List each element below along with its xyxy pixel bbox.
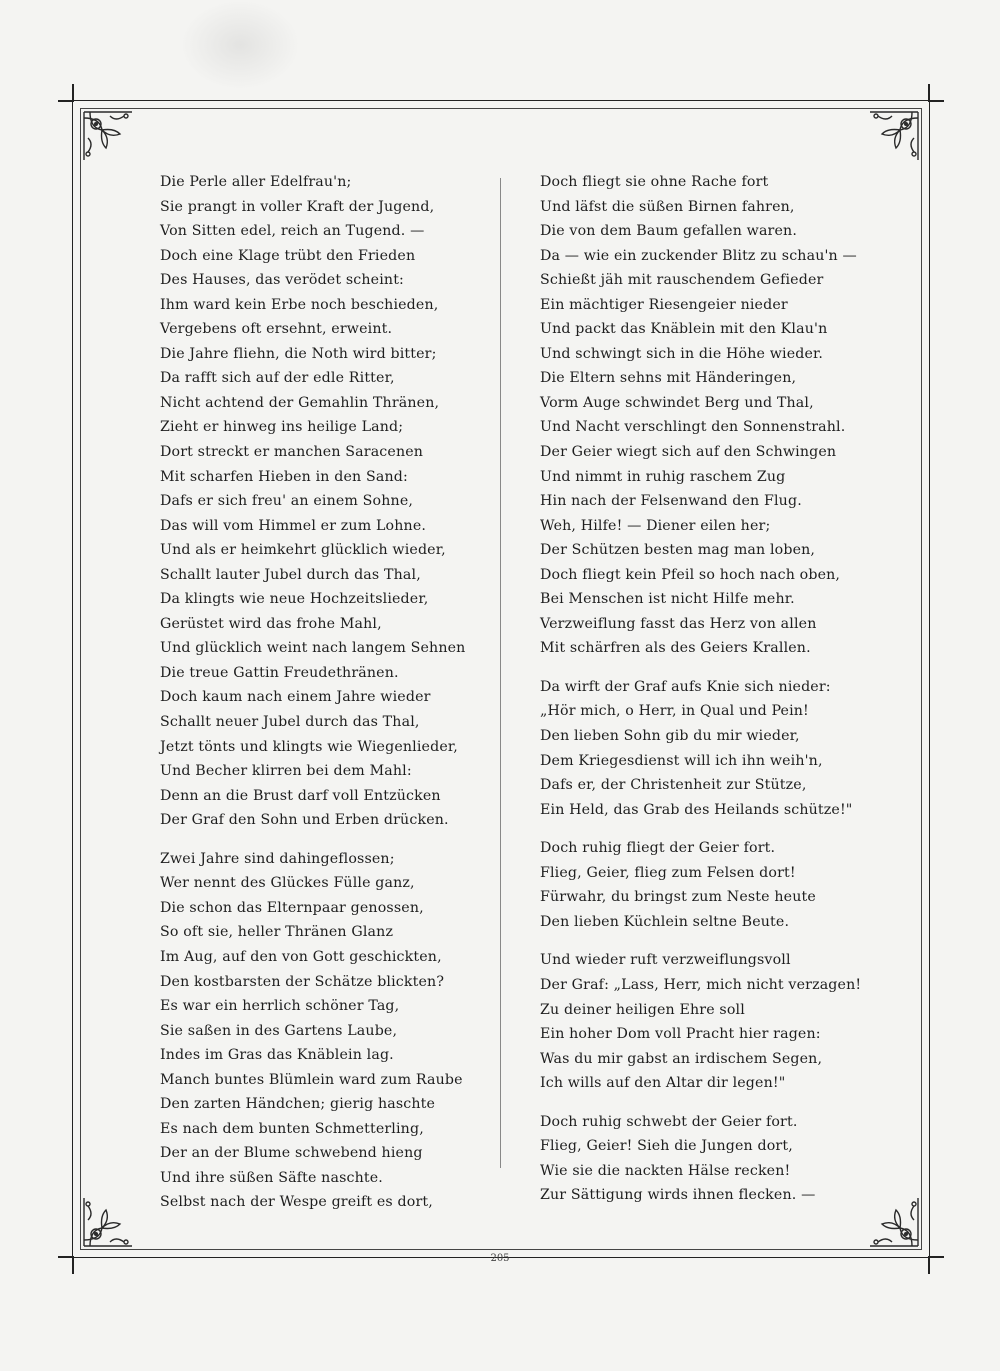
verse-line: Die von dem Baum gefallen waren. [540, 223, 797, 240]
verse-line: Dafs er, der Christenheit zur Stütze, [540, 777, 807, 794]
verse-line: Die treue Gattin Freudethränen. [160, 664, 399, 681]
stanza [160, 170, 480, 833]
stanza [540, 170, 870, 661]
verse-line: Dem Kriegesdienst will ich ihn weih'n, [540, 752, 823, 769]
verse-line: Ich wills auf den Altar dir legen!" [540, 1075, 786, 1092]
stanza [540, 836, 870, 934]
frame-tick-tr-h [928, 100, 944, 102]
verse-line: Weh, Hilfe! — Diener eilen her; [540, 517, 771, 534]
verse-line: Denn an die Brust darf voll Entzücken [160, 787, 441, 804]
verse-line: Nicht achtend der Gemahlin Thränen, [160, 394, 440, 411]
verse-line: Den kostbarsten der Schätze blickten? [160, 973, 445, 990]
verse-line: Da — wie ein zuckender Blitz zu schau'n — [540, 247, 857, 264]
ornamental-corner-icon [866, 108, 922, 164]
verse-line: Was du mir gabst an irdischem Segen, [540, 1050, 823, 1067]
stanza-gap [160, 833, 480, 847]
verse-line: Doch ruhig schwebt der Geier fort. [540, 1113, 798, 1130]
stanza [540, 948, 870, 1095]
verse-line: Es war ein herrlich schöner Tag, [160, 998, 400, 1015]
column-divider [500, 178, 501, 1168]
verse-line: Ihm ward kein Erbe noch beschieden, [160, 296, 439, 313]
verse-line: Doch ruhig fliegt der Geier fort. [540, 840, 776, 857]
ornamental-corner-icon [80, 108, 136, 164]
verse-line: So oft sie, heller Thränen Glanz [160, 924, 394, 941]
verse-line: Den lieben Sohn gib du mir wieder, [540, 728, 800, 745]
stanza [160, 847, 480, 1215]
verse-line: Und glücklich weint nach langem Sehnen [160, 640, 466, 657]
verse-line: Doch kaum nach einem Jahre wieder [160, 689, 431, 706]
verse-line: Mit schärfren als des Geiers Krallen. [540, 640, 811, 657]
verse-line: Doch eine Klage trübt den Frieden [160, 247, 416, 264]
verse-line: Zieht er hinweg ins heilige Land; [160, 419, 404, 436]
verse-line: Der Graf: „Lass, Herr, mich nicht verzagen! [540, 976, 862, 993]
verse-line: Und Nacht verschlingt den Sonnenstrahl. [540, 419, 846, 436]
verse-line: „Hör mich, o Herr, in Qual und Pein! [540, 703, 809, 720]
verse-line: Flieg, Geier, flieg zum Felsen dort! [540, 864, 796, 881]
verse-line: Es nach dem bunten Schmetterling, [160, 1120, 424, 1137]
verse-line: Indes im Gras das Knäblein lag. [160, 1047, 394, 1064]
verse-line: Da rafft sich auf der edle Ritter, [160, 370, 395, 387]
poem-column-right [540, 170, 870, 1208]
verse-line: Sie saßen in des Gartens Laube, [160, 1022, 398, 1039]
verse-line: Und Becher klirren bei dem Mahl: [160, 763, 412, 780]
verse-line: Da wirft der Graf aufs Knie sich nieder: [540, 678, 831, 695]
verse-line: Ein hoher Dom voll Pracht hier ragen: [540, 1026, 821, 1043]
verse-line: Wie sie die nackten Hälse recken! [540, 1162, 791, 1179]
verse-line: Gerüstet wird das frohe Mahl, [160, 615, 382, 632]
verse-line: Ein mächtiger Riesengeier nieder [540, 296, 788, 313]
verse-line: Hin nach der Felsenwand den Flug. [540, 493, 802, 510]
verse-line: Zu deiner heiligen Ehre soll [540, 1001, 745, 1018]
ornamental-corner-icon [866, 1194, 922, 1250]
verse-line: Von Sitten edel, reich an Tugend. — [160, 223, 425, 240]
frame-tick-tl-v [72, 84, 74, 102]
paper-stain [180, 0, 300, 90]
verse-line: Wer nennt des Glückes Fülle ganz, [160, 875, 415, 892]
verse-line: Der Geier wiegt sich auf den Schwingen [540, 444, 837, 461]
verse-line: Des Hauses, das verödet scheint: [160, 272, 404, 289]
verse-line: Der an der Blume schwebend hieng [160, 1145, 423, 1162]
verse-line: Bei Menschen ist nicht Hilfe mehr. [540, 591, 795, 608]
stanza-gap [540, 661, 870, 675]
verse-line: Da klingts wie neue Hochzeitslieder, [160, 591, 429, 608]
verse-line: Vorm Auge schwindet Berg und Thal, [540, 394, 814, 411]
verse-line: Die Jahre fliehn, die Noth wird bitter; [160, 345, 437, 362]
poem-column-left [160, 170, 480, 1215]
verse-line: Doch fliegt sie ohne Rache fort [540, 174, 769, 190]
page-number: 205 [490, 1253, 510, 1264]
verse-line: Dort streckt er manchen Saracenen [160, 444, 424, 461]
stanza [540, 1110, 870, 1208]
verse-line: Und läfst die süßen Birnen fahren, [540, 198, 795, 215]
stanza [540, 675, 870, 822]
verse-line: Sie prangt in voller Kraft der Jugend, [160, 198, 435, 215]
verse-line: Den zarten Händchen; gierig haschte [160, 1096, 436, 1113]
verse-line: Im Aug, auf den von Gott geschickten, [160, 948, 442, 965]
verse-line: Dafs er sich freu' an einem Sohne, [160, 493, 414, 510]
verse-line: Die Perle aller Edelfrau'n; [160, 174, 352, 190]
verse-line: Verzweiflung fasst das Herz von allen [540, 615, 817, 632]
verse-line: Das will vom Himmel er zum Lohne. [160, 517, 427, 534]
verse-line: Der Graf den Sohn und Erben drücken. [160, 812, 449, 829]
verse-line: Schallt lauter Jubel durch das Thal, [160, 566, 421, 583]
verse-line: Der Schützen besten mag man loben, [540, 542, 816, 559]
verse-line: Manch buntes Blümlein ward zum Raube [160, 1071, 463, 1088]
verse-line: Und schwingt sich in die Höhe wieder. [540, 345, 824, 362]
verse-line: Und nimmt in ruhig raschem Zug [540, 468, 786, 485]
verse-line: Vergebens oft ersehnt, erweint. [160, 321, 393, 338]
stanza-gap [540, 822, 870, 836]
verse-line: Fürwahr, du bringst zum Neste heute [540, 889, 816, 906]
verse-line: Den lieben Küchlein seltne Beute. [540, 913, 790, 930]
ornamental-corner-icon [80, 1194, 136, 1250]
frame-tick-tr-v [928, 84, 930, 102]
verse-line: Und wieder ruft verzweiflungsvoll [540, 952, 791, 969]
verse-line: Zur Sättigung wirds ihnen flecken. — [540, 1187, 816, 1204]
verse-line: Flieg, Geier! Sieh die Jungen dort, [540, 1138, 793, 1155]
verse-line: Die Eltern sehns mit Händeringen, [540, 370, 797, 387]
verse-line: Doch fliegt kein Pfeil so hoch nach oben, [540, 566, 841, 583]
verse-line: Zwei Jahre sind dahingeflossen; [160, 850, 395, 867]
verse-line: Und ihre süßen Säfte naschte. [160, 1169, 383, 1186]
verse-line: Und als er heimkehrt glücklich wieder, [160, 542, 446, 559]
verse-line: Schießt jäh mit rauschendem Gefieder [540, 272, 824, 289]
verse-line: Und packt das Knäblein mit den Klau'n [540, 321, 828, 338]
verse-line: Mit scharfen Hieben in den Sand: [160, 468, 408, 485]
verse-line: Schallt neuer Jubel durch das Thal, [160, 714, 420, 731]
verse-line: Selbst nach der Wespe greift es dort, [160, 1194, 433, 1211]
verse-line: Die schon das Elternpaar genossen, [160, 899, 424, 916]
stanza-gap [540, 1096, 870, 1110]
verse-line: Ein Held, das Grab des Heilands schütze!" [540, 801, 853, 818]
stanza-gap [540, 934, 870, 948]
verse-line: Jetzt tönts und klingts wie Wiegenlieder, [160, 738, 458, 755]
